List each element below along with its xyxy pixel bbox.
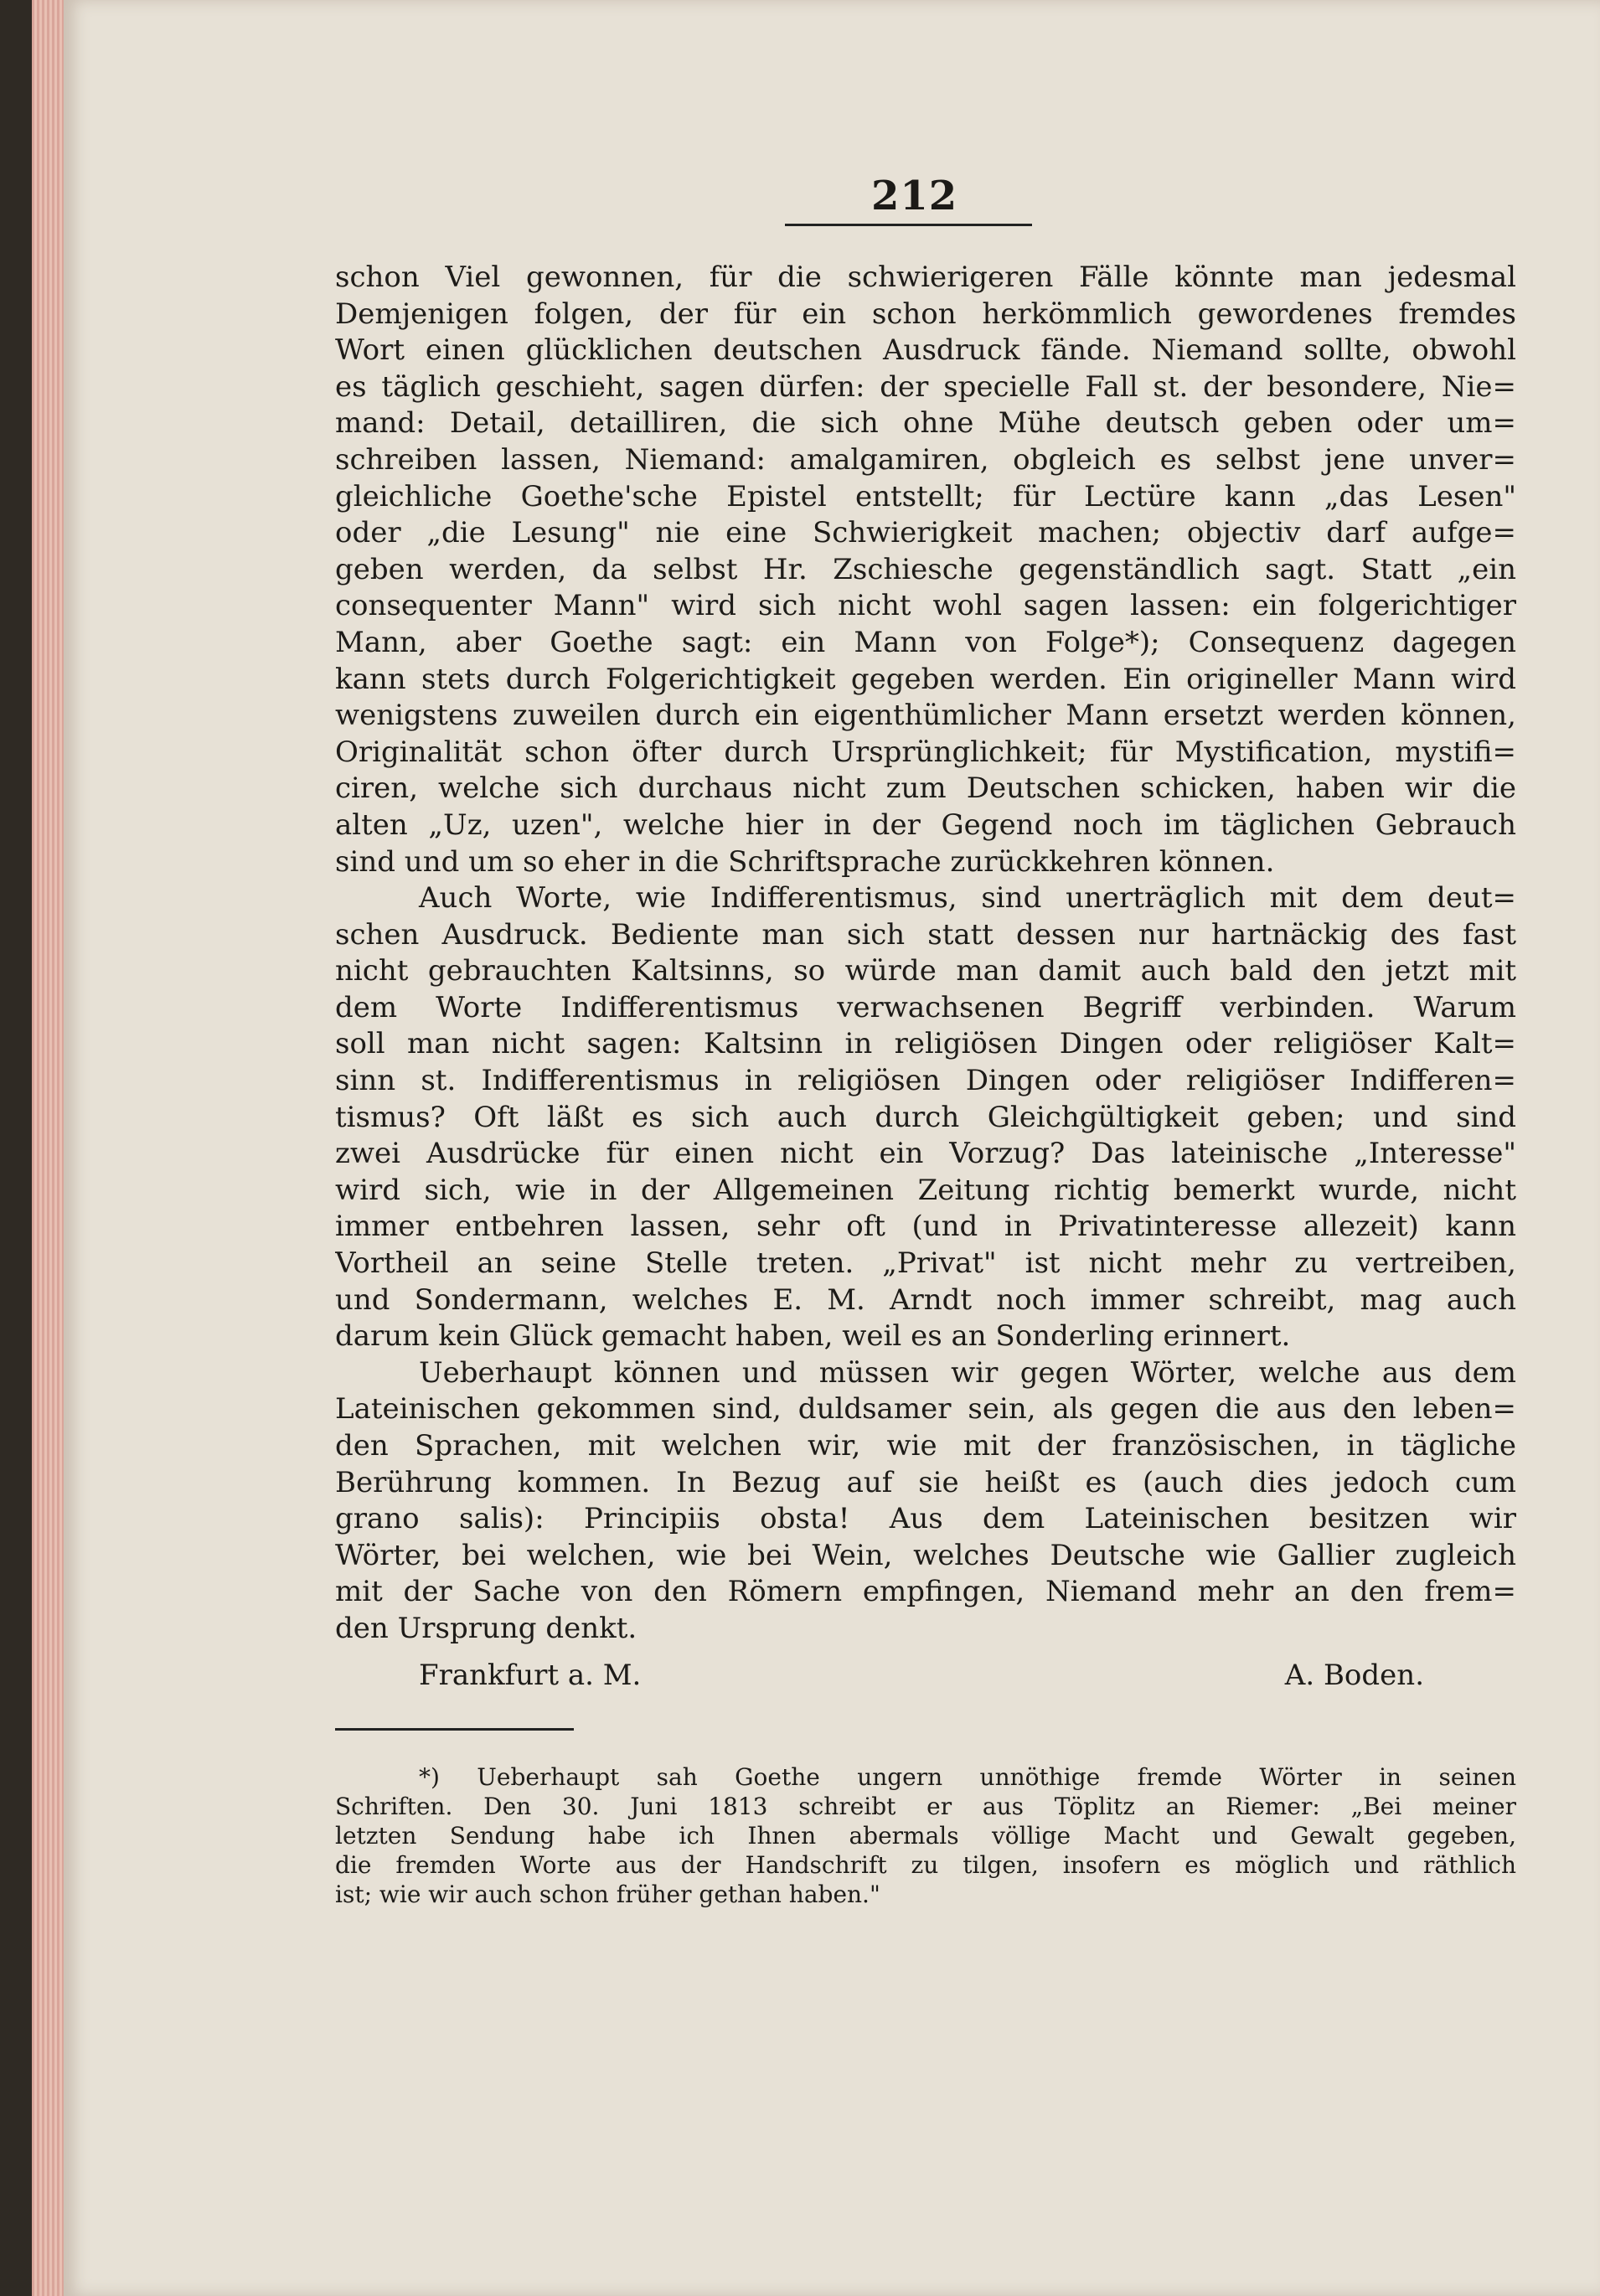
body-line: dem Worte Indifferentismus verwachsenen Begriff verbinden. Warum (335, 990, 1516, 1024)
body-line: Berührung kommen. In Bezug auf sie heißt es (auch dies jedoch cum (335, 1465, 1516, 1499)
body-line: mit der Sache von den Römern empfingen, Niemand mehr an den frem= (335, 1575, 1516, 1609)
body-line: ciren, welche sich durchaus nicht zum Deutschen schicken, haben wir die (335, 771, 1516, 806)
signature-author: A. Boden. (1284, 1659, 1424, 1692)
body-line: den Ursprung denkt. (335, 1611, 637, 1645)
signature-line (335, 1657, 1424, 1694)
body-line: sind und um so eher in die Schriftsprache zurückkehren können. (335, 844, 1275, 879)
body-line: wenigstens zuweilen durch ein eigenthümlicher Mann ersetzt werden können, (335, 699, 1516, 733)
body-line: consequenter Mann" wird sich nicht wohl sagen lassen: ein folgerichtiger (335, 589, 1516, 623)
body-line: soll man nicht sagen: Kaltsinn in religiösen Dingen oder religiöser Kalt= (335, 1027, 1516, 1061)
body-line: gleichliche Goethe'sche Epistel entstellt; für Lectüre kann „das Lesen" (335, 479, 1516, 513)
body-line: schon Viel gewonnen, für die schwierigeren Fälle könnte man jedesmal (335, 261, 1516, 294)
body-line: mand: Detail, detailliren, die sich ohne Mühe deutsch geben oder um= (335, 406, 1516, 441)
body-line: Wort einen glücklichen deutschen Ausdruck fände. Niemand sollte, obwohl (335, 333, 1516, 368)
footnote-line: die fremden Worte aus der Handschrift zu tilgen, insofern es möglich und räthlich (335, 1851, 1516, 1879)
page-number-rule (785, 224, 1032, 226)
body-line: zwei Ausdrücke für einen nicht ein Vorzug? Das lateinische „Interesse" (335, 1137, 1516, 1171)
body-line: darum kein Glück gemacht haben, weil es an Sonderling erinnert. (335, 1319, 1291, 1354)
body-line: schreiben lassen, Niemand: amalgamiren, obgleich es selbst jene unver= (335, 442, 1516, 477)
body-line: geben werden, da selbst Hr. Zschiesche gegenständlich sagt. Statt „ein (335, 552, 1516, 586)
body-line: und Sondermann, welches E. M. Arndt noch immer schreibt, mag auch (335, 1282, 1516, 1317)
footnote-line: letzten Sendung habe ich Ihnen abermals völlige Macht und Gewalt gegeben, (335, 1822, 1516, 1850)
body-line: grano salis): Principiis obsta! Aus dem Lateinischen besitzen wir (335, 1502, 1516, 1536)
footnote-rule (335, 1728, 574, 1731)
body-line: Originalität schon öfter durch Ursprünglichkeit; für Mystification, mystifi= (335, 735, 1516, 769)
body-line: kann stets durch Folgerichtigkeit gegeben werden. Ein origineller Mann wird (335, 662, 1516, 696)
footnote-line: ist; wie wir auch schon früher gethan haben." (335, 1881, 880, 1908)
body-line: wird sich, wie in der Allgemeinen Zeitung richtig bemerkt wurde, nicht (335, 1173, 1516, 1207)
signature-place: Frankfurt a. M. (419, 1659, 642, 1692)
body-line: Ueberhaupt können und müssen wir gegen Wörter, welche aus dem (419, 1355, 1516, 1390)
body-line: es täglich geschieht, sagen dürfen: der specielle Fall st. der besondere, Nie= (335, 369, 1516, 404)
body-line: sinn st. Indifferentismus in religiösen Dingen oder religiöser Indifferen= (335, 1064, 1516, 1098)
footnote-line: *) Ueberhaupt sah Goethe ungern unnöthige fremde Wörter in seinen (419, 1763, 1516, 1791)
body-line: Mann, aber Goethe sagt: ein Mann von Folge*); Consequenz dagegen (335, 625, 1516, 659)
body-line: Vortheil an seine Stelle treten. „Privat" ist nicht mehr zu vertreiben, (335, 1246, 1516, 1281)
body-line: alten „Uz, uzen", welche hier in der Gegend noch im täglichen Gebrauch (335, 807, 1516, 842)
body-line: Auch Worte, wie Indifferentismus, sind unerträglich mit dem deut= (419, 881, 1516, 916)
footnote-line: Schriften. Den 30. Juni 1813 schreibt er aus Töplitz an Riemer: „Bei meiner (335, 1793, 1516, 1820)
body-line: oder „die Lesung" nie eine Schwierigkeit machen; objectiv darf aufge= (335, 516, 1516, 550)
body-line: Lateinischen gekommen sind, duldsamer sein, als gegen die aus den leben= (335, 1392, 1516, 1427)
footnote (335, 1762, 1516, 1909)
body-line: tismus? Oft läßt es sich auch durch Gleichgültigkeit geben; und sind (335, 1100, 1516, 1134)
body-line: schen Ausdruck. Bediente man sich statt dessen nur hartnäckig des fast (335, 917, 1516, 952)
body-line: Wörter, bei welchen, wie bei Wein, welches Deutsche wie Gallier zugleich (335, 1538, 1516, 1572)
body-line: immer entbehren lassen, sehr oft (und in Privatinteresse allezeit) kann (335, 1210, 1516, 1244)
body-line: nicht gebrauchten Kaltsinns, so würde man damit auch bald den jetzt mit (335, 954, 1516, 988)
body-text (335, 260, 1516, 1648)
page-number: 212 (871, 173, 958, 219)
body-line: Demjenigen folgen, der für ein schon herkömmlich gewordenes fremdes (335, 297, 1516, 331)
body-line: den Sprachen, mit welchen wir, wie mit der französischen, in tägliche (335, 1429, 1516, 1463)
